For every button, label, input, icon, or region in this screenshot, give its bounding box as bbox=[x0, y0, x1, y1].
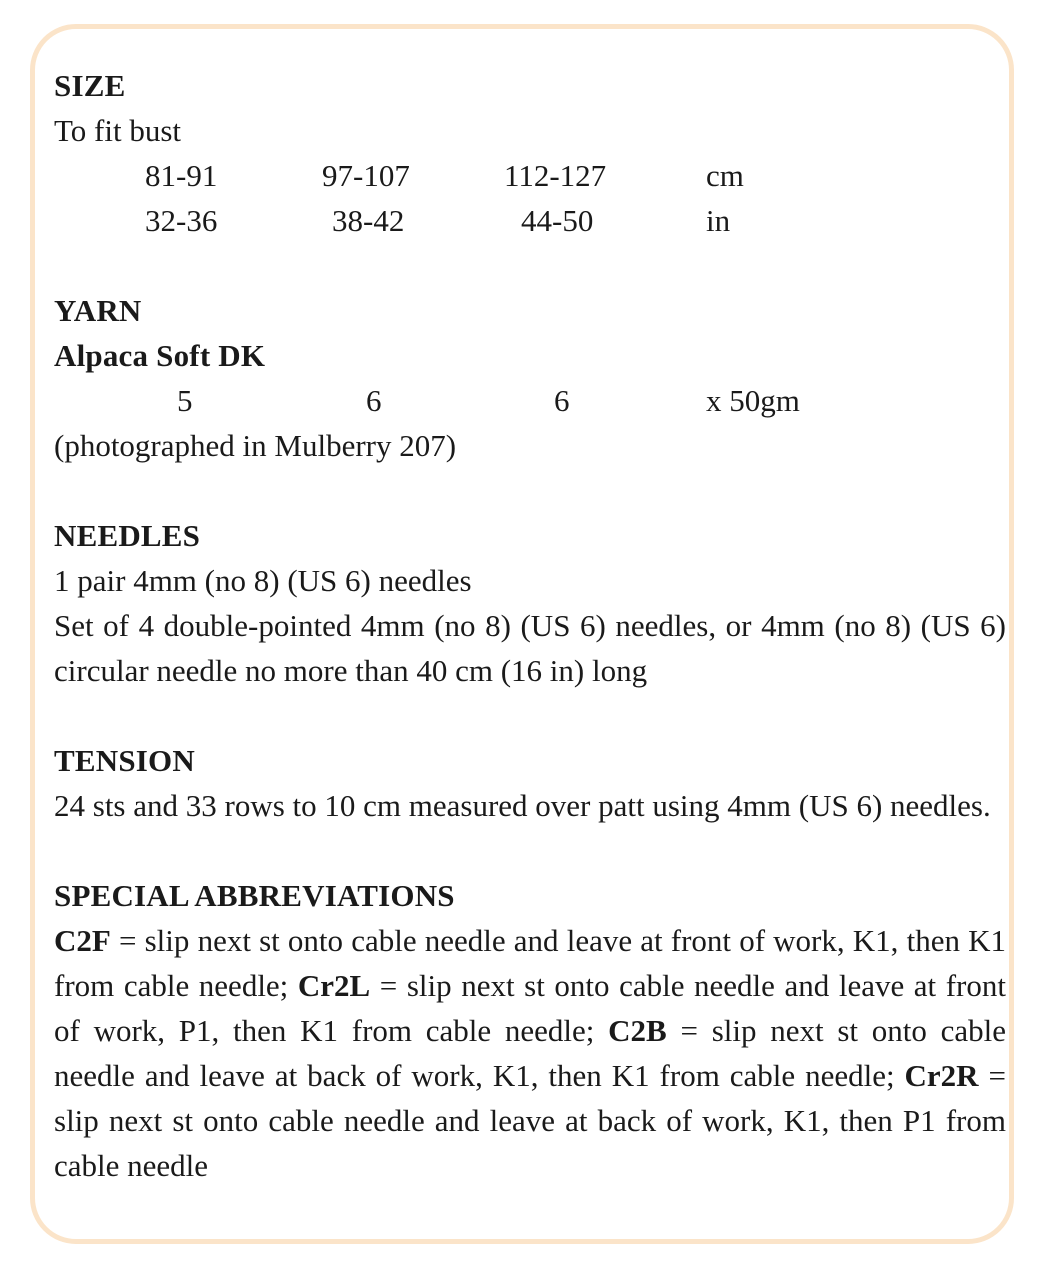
yarn-quantities bbox=[54, 378, 1006, 423]
yarn-name: Alpaca Soft DK bbox=[54, 338, 266, 373]
yarn-qty-1: 5 bbox=[177, 383, 193, 418]
abbr-term-c2f: C2F bbox=[54, 923, 111, 958]
yarn-unit: x 50gm bbox=[706, 383, 800, 418]
abbr-def-cr2r: = slip next st onto cable needle and leave at back of work, K1, then P1 from cable needle bbox=[54, 1058, 1007, 1183]
yarn-note: (photographed in Mulberry 207) bbox=[54, 428, 457, 463]
abbreviations-heading: SPECIAL ABBREVIATIONS bbox=[54, 878, 455, 913]
yarn-qty-2: 6 bbox=[366, 383, 382, 418]
size-heading: SIZE bbox=[54, 68, 126, 103]
size-intro: To fit bust bbox=[54, 113, 181, 148]
needles-line-2: Set of 4 double-pointed 4mm (no 8) (US 6) needles, or 4mm (no 8) (US 6) circular needle no more than 40 cm (16 in) long bbox=[54, 608, 1006, 688]
size-cm-2: 97-107 bbox=[322, 158, 410, 193]
yarn-heading: YARN bbox=[54, 293, 142, 328]
size-in-1: 32-36 bbox=[145, 203, 218, 238]
abbr-def-c2f: = slip next st onto cable needle and leave at front of work, K1, then K1 from cable needle; bbox=[54, 923, 1006, 1003]
abbr-term-cr2r: Cr2R bbox=[904, 1058, 979, 1093]
tension-heading: TENSION bbox=[54, 743, 195, 778]
pattern-info bbox=[54, 63, 1006, 1188]
size-unit-in: in bbox=[706, 203, 731, 238]
tension-text: 24 sts and 33 rows to 10 cm measured over patt using 4mm (US 6) needles. bbox=[54, 788, 991, 823]
needles-line-1: 1 pair 4mm (no 8) (US 6) needles bbox=[54, 563, 472, 598]
needles-heading: NEEDLES bbox=[54, 518, 201, 553]
abbr-def-cr2l: = slip next st onto cable needle and leave at front of work, P1, then K1 from cable needle; bbox=[54, 968, 1006, 1048]
abbr-term-cr2l: Cr2L bbox=[297, 968, 371, 1003]
yarn-qty-3: 6 bbox=[554, 383, 570, 418]
size-in-3: 44-50 bbox=[521, 203, 594, 238]
size-row-in bbox=[54, 198, 1006, 243]
size-in-2: 38-42 bbox=[332, 203, 405, 238]
abbr-def-c2b: = slip next st onto cable needle and leave at back of work, K1, then K1 from cable needle; bbox=[54, 1013, 1007, 1093]
abbreviations-text bbox=[54, 918, 1006, 1188]
size-row-cm bbox=[54, 153, 1006, 198]
size-cm-1: 81-91 bbox=[145, 158, 218, 193]
size-cm-3: 112-127 bbox=[504, 158, 607, 193]
abbr-term-c2b: C2B bbox=[608, 1013, 667, 1048]
size-unit-cm: cm bbox=[706, 158, 744, 193]
